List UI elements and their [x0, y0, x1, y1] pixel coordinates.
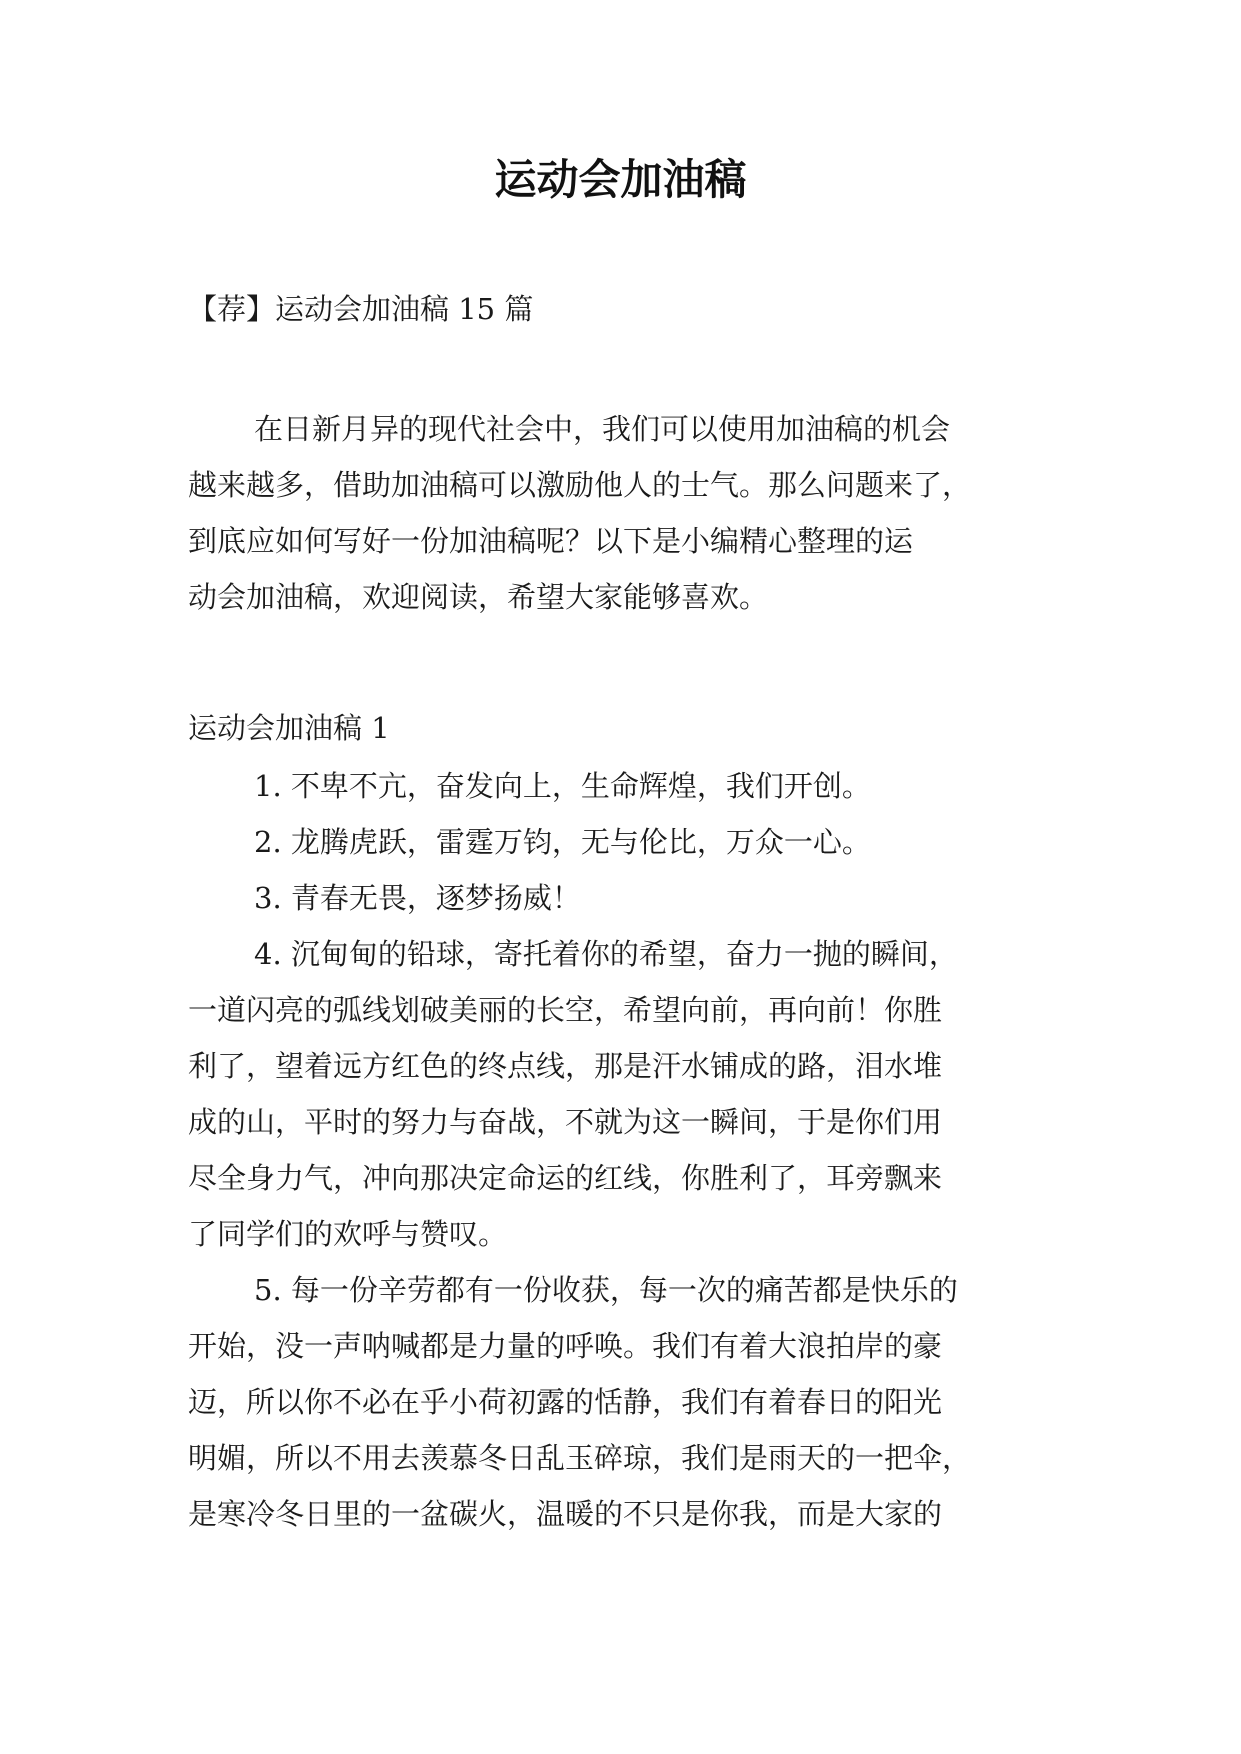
paragraph-line: 5. 每一份辛劳都有一份收获，每一次的痛苦都是快乐的: [254, 1273, 958, 1307]
paragraph-line: 开始，没一声呐喊都是力量的呼唤。我们有着大浪拍岸的豪: [188, 1329, 943, 1363]
paragraph-line: 4. 沉甸甸的铅球，寄托着你的希望，奋力一抛的瞬间，: [254, 937, 958, 971]
section-heading: 运动会加油稿 1: [188, 711, 390, 745]
document-subtitle: 【荐】运动会加油稿 15 篇: [188, 292, 534, 326]
short-items-list: [188, 758, 1068, 926]
paragraph-line: 利了，望着远方红色的终点线，那是汗水铺成的路，泪水堆: [188, 1049, 943, 1083]
paragraph-line: 动会加油稿，欢迎阅读，希望大家能够喜欢。: [188, 580, 769, 614]
document-title: 运动会加油稿: [494, 155, 747, 204]
paragraph-line: 了同学们的欢呼与赞叹。: [188, 1217, 508, 1251]
list-item: 1. 不卑不亢，奋发向上，生命辉煌，我们开创。: [254, 769, 871, 803]
paragraph-line: 越来越多，借助加油稿可以激励他人的士气。那么问题来了，: [188, 468, 972, 502]
item-4-paragraph: [188, 926, 1068, 1262]
paragraph-line: 一道闪亮的弧线划破美丽的长空，希望向前，再向前！你胜: [188, 993, 943, 1027]
list-item: 2. 龙腾虎跃，雷霆万钧，无与伦比，万众一心。: [254, 825, 871, 859]
list-item: 3. 青春无畏，逐梦扬威！: [254, 881, 581, 915]
paragraph-line: 明媚，所以不用去羡慕冬日乱玉碎琼，我们是雨天的一把伞，: [188, 1441, 972, 1475]
paragraph-line: 到底应如何写好一份加油稿呢？以下是小编精心整理的运: [188, 524, 914, 558]
paragraph-line: 是寒冷冬日里的一盆碳火，温暖的不只是你我，而是大家的: [188, 1497, 943, 1531]
intro-paragraph: [188, 401, 1068, 625]
paragraph-line: 成的山，平时的努力与奋战，不就为这一瞬间，于是你们用: [188, 1105, 943, 1139]
paragraph-line: 在日新月异的现代社会中，我们可以使用加油稿的机会: [254, 412, 951, 446]
paragraph-line: 迈，所以你不必在乎小荷初露的恬静，我们有着春日的阳光: [188, 1385, 943, 1419]
paragraph-line: 尽全身力气，冲向那决定命运的红线，你胜利了，耳旁飘来: [188, 1161, 943, 1195]
item-5-paragraph: [188, 1262, 1068, 1542]
